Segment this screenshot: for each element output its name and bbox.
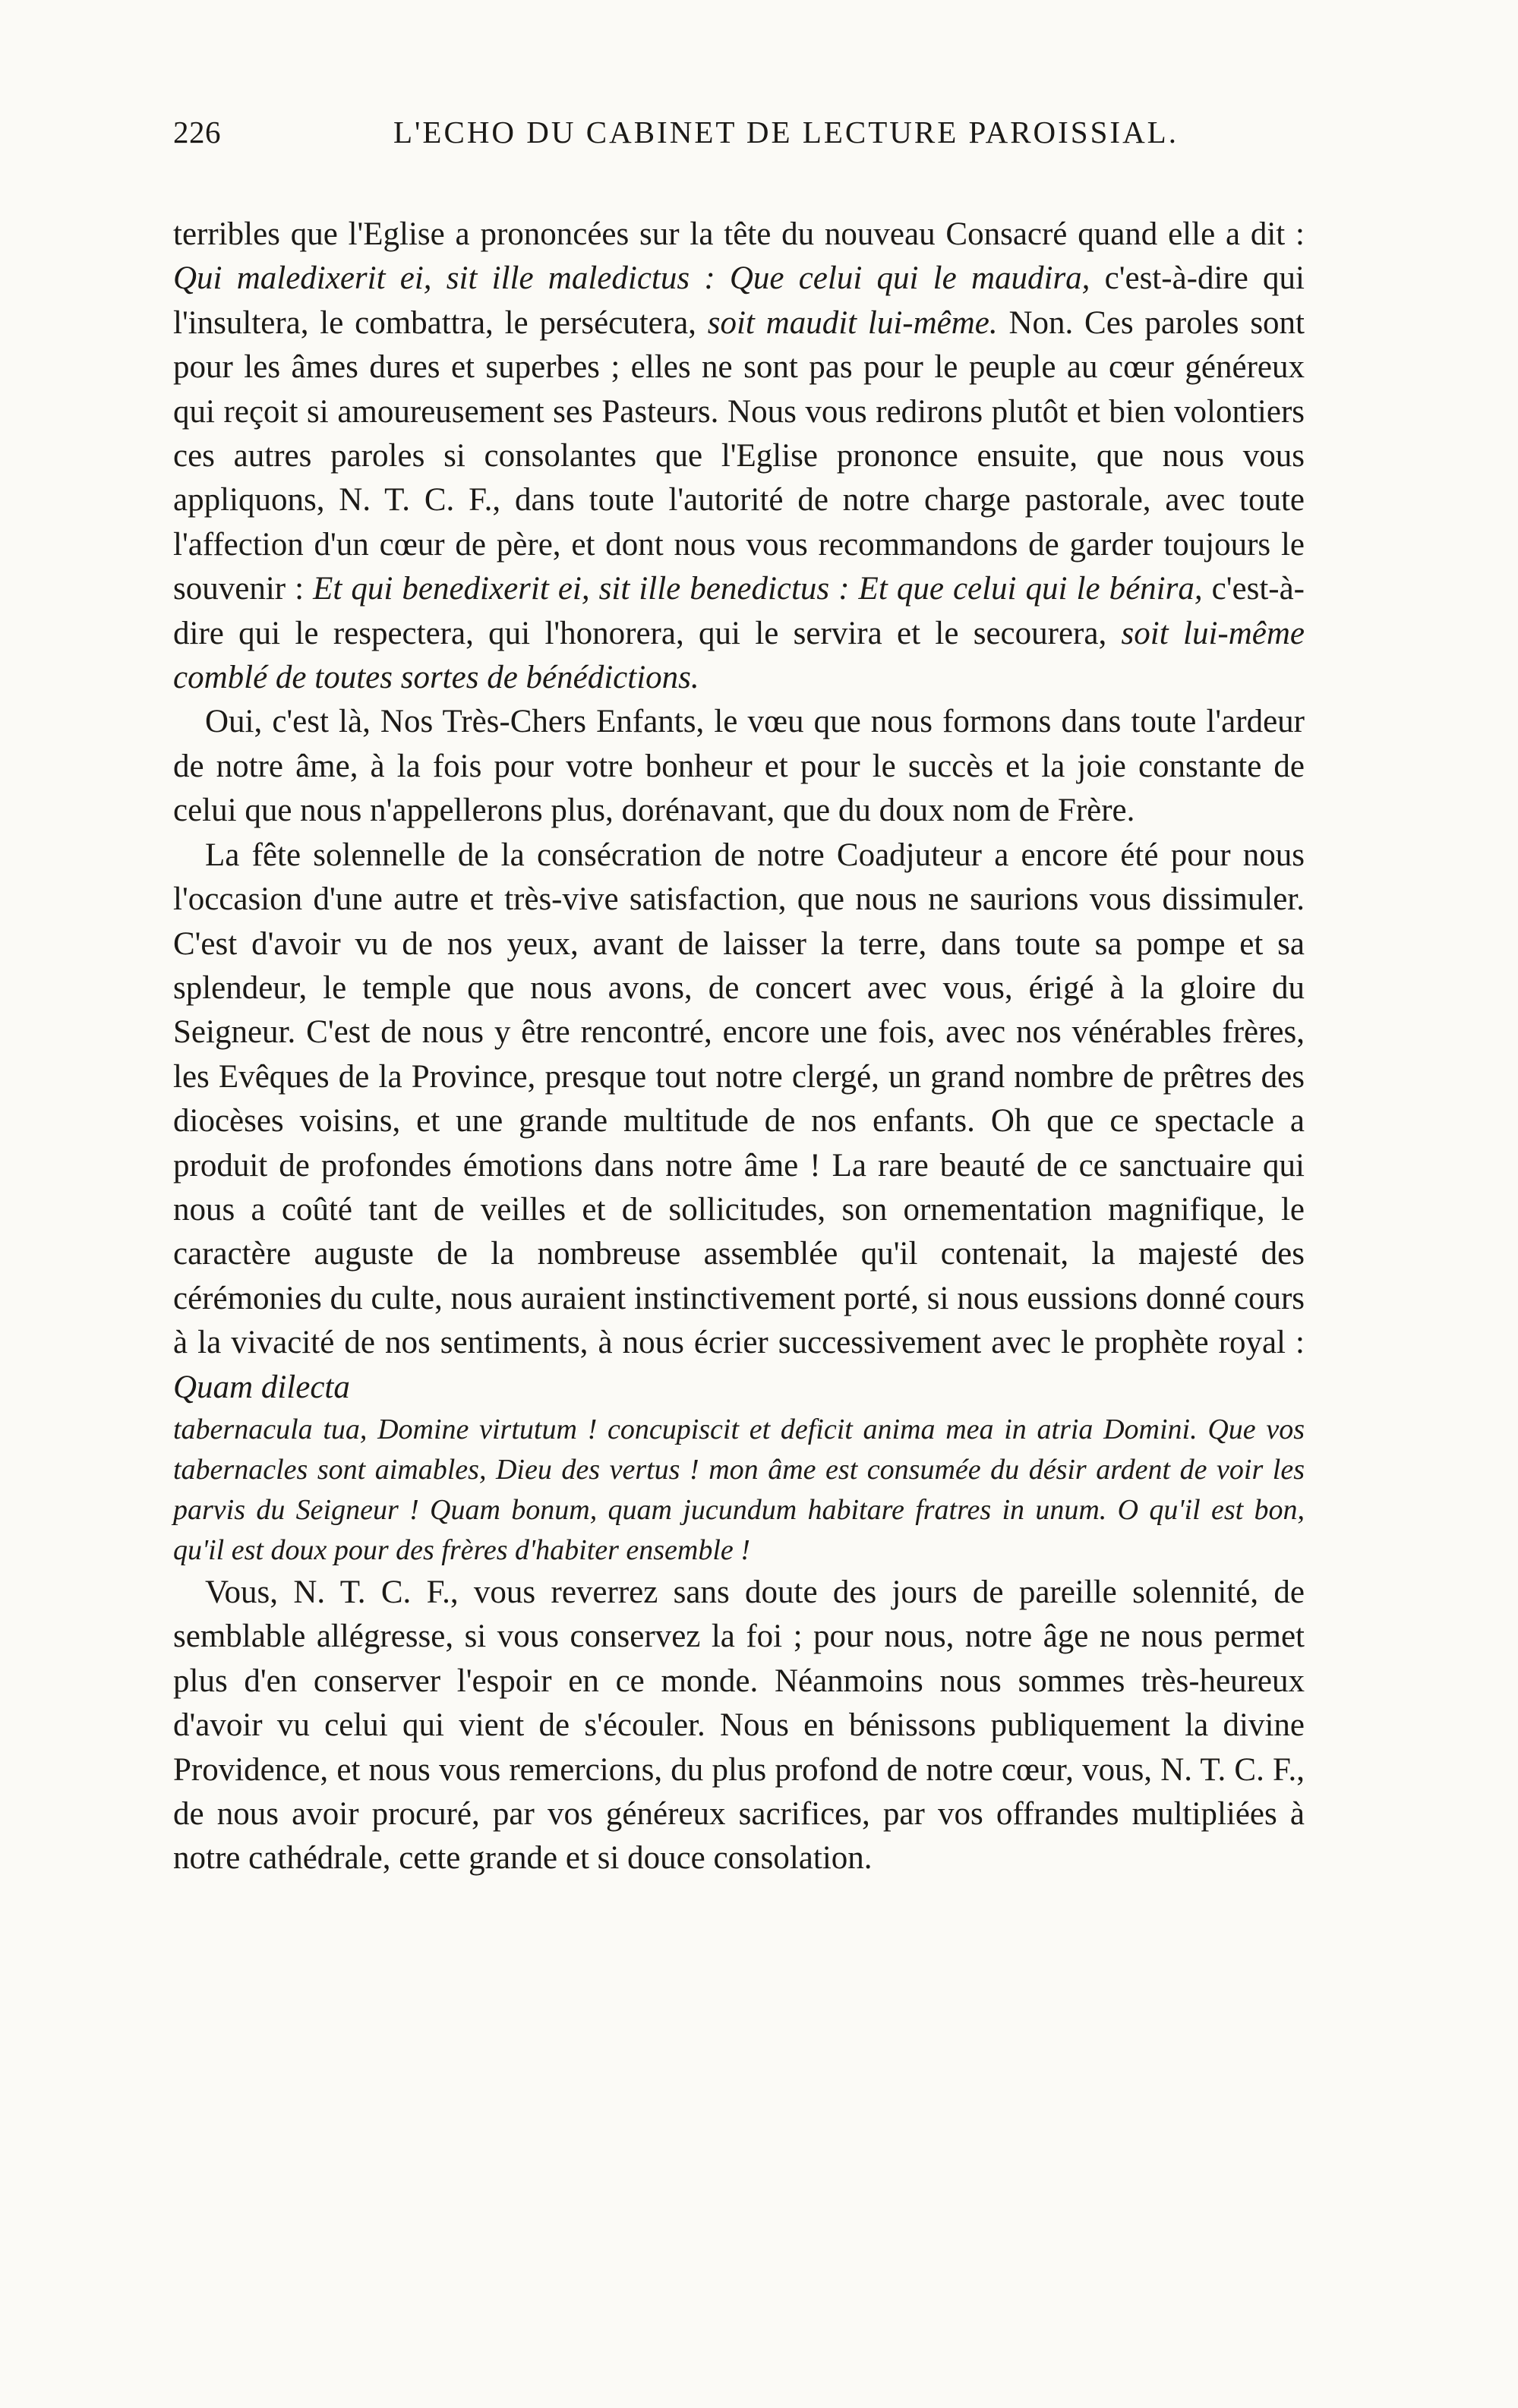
- latin-quote-intro: Quam dilecta: [173, 1369, 350, 1405]
- page-number: 226: [173, 115, 221, 150]
- latin-quote: Qui maledixerit ei, sit ille maledictus : Que celui qui le maudira,: [173, 260, 1090, 297]
- paragraph-text: Non. Ces paroles sont pour les âmes dures et superbes ; elles ne sont pas pour le peuple au cœur généreux qui reçoit si amoureusement ses Pasteurs. Nous vous redirons plutôt et bien volontiers ces autres paroles si consolantes que l'Eglise prononce ensuite, que nous vous appliquons, N. T. C. F., dans toute l'autorité de notre charge pastorale, avec toute l'affection d'un cœur de père, et dont nous vous recommandons de garder toujours le souvenir :: [173, 304, 1305, 607]
- page: [173, 114, 1305, 1881]
- running-head: [173, 114, 1305, 167]
- italic-phrase: soit maudit lui-même.: [707, 304, 998, 341]
- paragraph-text: La fête solennelle de la consécration de notre Coadjuteur a encore été pour nous l'occasion d'une autre et très-vive satisfaction, que nous ne saurions vous dissimuler. C'est d'avoir vu de nos yeux, avant de laisser la terre, dans toute sa pompe et sa splendeur, le temple que nous avons, de concert avec vous, érigé à la gloire du Seigneur. C'est de nous y être rencontré, encore une fois, avec nos vénérables frères, les Evêques de la Province, presque tout notre clergé, un grand nombre de prêtres des diocèses voisins, et une grande multitude de nos enfants. Oh que ce spectacle a produit de profondes émotions dans notre âme ! La rare beauté de ce sanctuaire qui nous a coûté tant de veilles et de sollicitudes, son ornementation magnifique, le caractère auguste de la nombreuse assemblée qu'il contenait, la majesté des cérémonies du culte, nous auraient instinctivement porté, si nous eussions donné cours à la vivacité de nos sentiments, à nous écrier successivement avec le prophète royal :: [173, 837, 1305, 1361]
- paragraph: Vous, N. T. C. F., vous reverrez sans doute des jours de pareille solennité, de semblable allégresse, si vous conservez la foi ; pour nous, notre âge ne nous permet plus d'en conserver l'espoir en ce monde. Néanmoins nous sommes très-heureux d'avoir vu celui qui vient de s'écouler. Nous en bénissons publiquement la divine Providence, et nous vous remercions, du plus profond de notre cœur, vous, N. T. C. F., de nous avoir procuré, par vos généreux sacrifices, par vos offrandes multipliées à notre cathédrale, cette grande et si douce consolation.: [173, 1574, 1305, 1877]
- paragraph: Oui, c'est là, Nos Très-Chers Enfants, le vœu que nous formons dans toute l'ardeur de notre âme, à la fois pour votre bonheur et pour le succès et la joie constante de celui que nous n'appellerons plus, dorénavant, que du doux nom de Frère.: [173, 704, 1305, 829]
- journal-title: L'ECHO DU CABINET DE LECTURE PAROISSIAL.: [393, 115, 1179, 150]
- paragraph-text: c'est-à-dire qui le respectera, qui l'honorera, qui le servira et le secourera,: [173, 571, 1305, 651]
- body-text: [173, 213, 1305, 1881]
- latin-quote: Et qui benedixerit ei, sit ille benedictus : Et que celui qui le bénira,: [313, 571, 1203, 607]
- paragraph-text: c'est-à-dire qui l'insultera, le combattra, le persécutera,: [173, 260, 1305, 341]
- paragraph-text: terribles que l'Eglise a prononcées sur la tête du nouveau Consacré quand elle a dit :: [173, 216, 1305, 252]
- latin-quotation: tabernacula tua, Domine virtutum ! concupiscit et deficit anima mea in atria Domini. Que vos tabernacles sont aimables, Dieu des vertus ! mon âme est consumée du désir ardent de voir les parvis du Seigneur ! Quam bonum, quam jucundum habitare fratres in unum. O qu'il est bon, qu'il est doux pour des frères d'habiter ensemble !: [173, 1413, 1305, 1566]
- paragraph: [173, 834, 1305, 1410]
- italic-phrase: soit lui-même comblé de toutes sortes de bénédictions.: [173, 615, 1305, 696]
- paragraph-continued: [173, 213, 1305, 700]
